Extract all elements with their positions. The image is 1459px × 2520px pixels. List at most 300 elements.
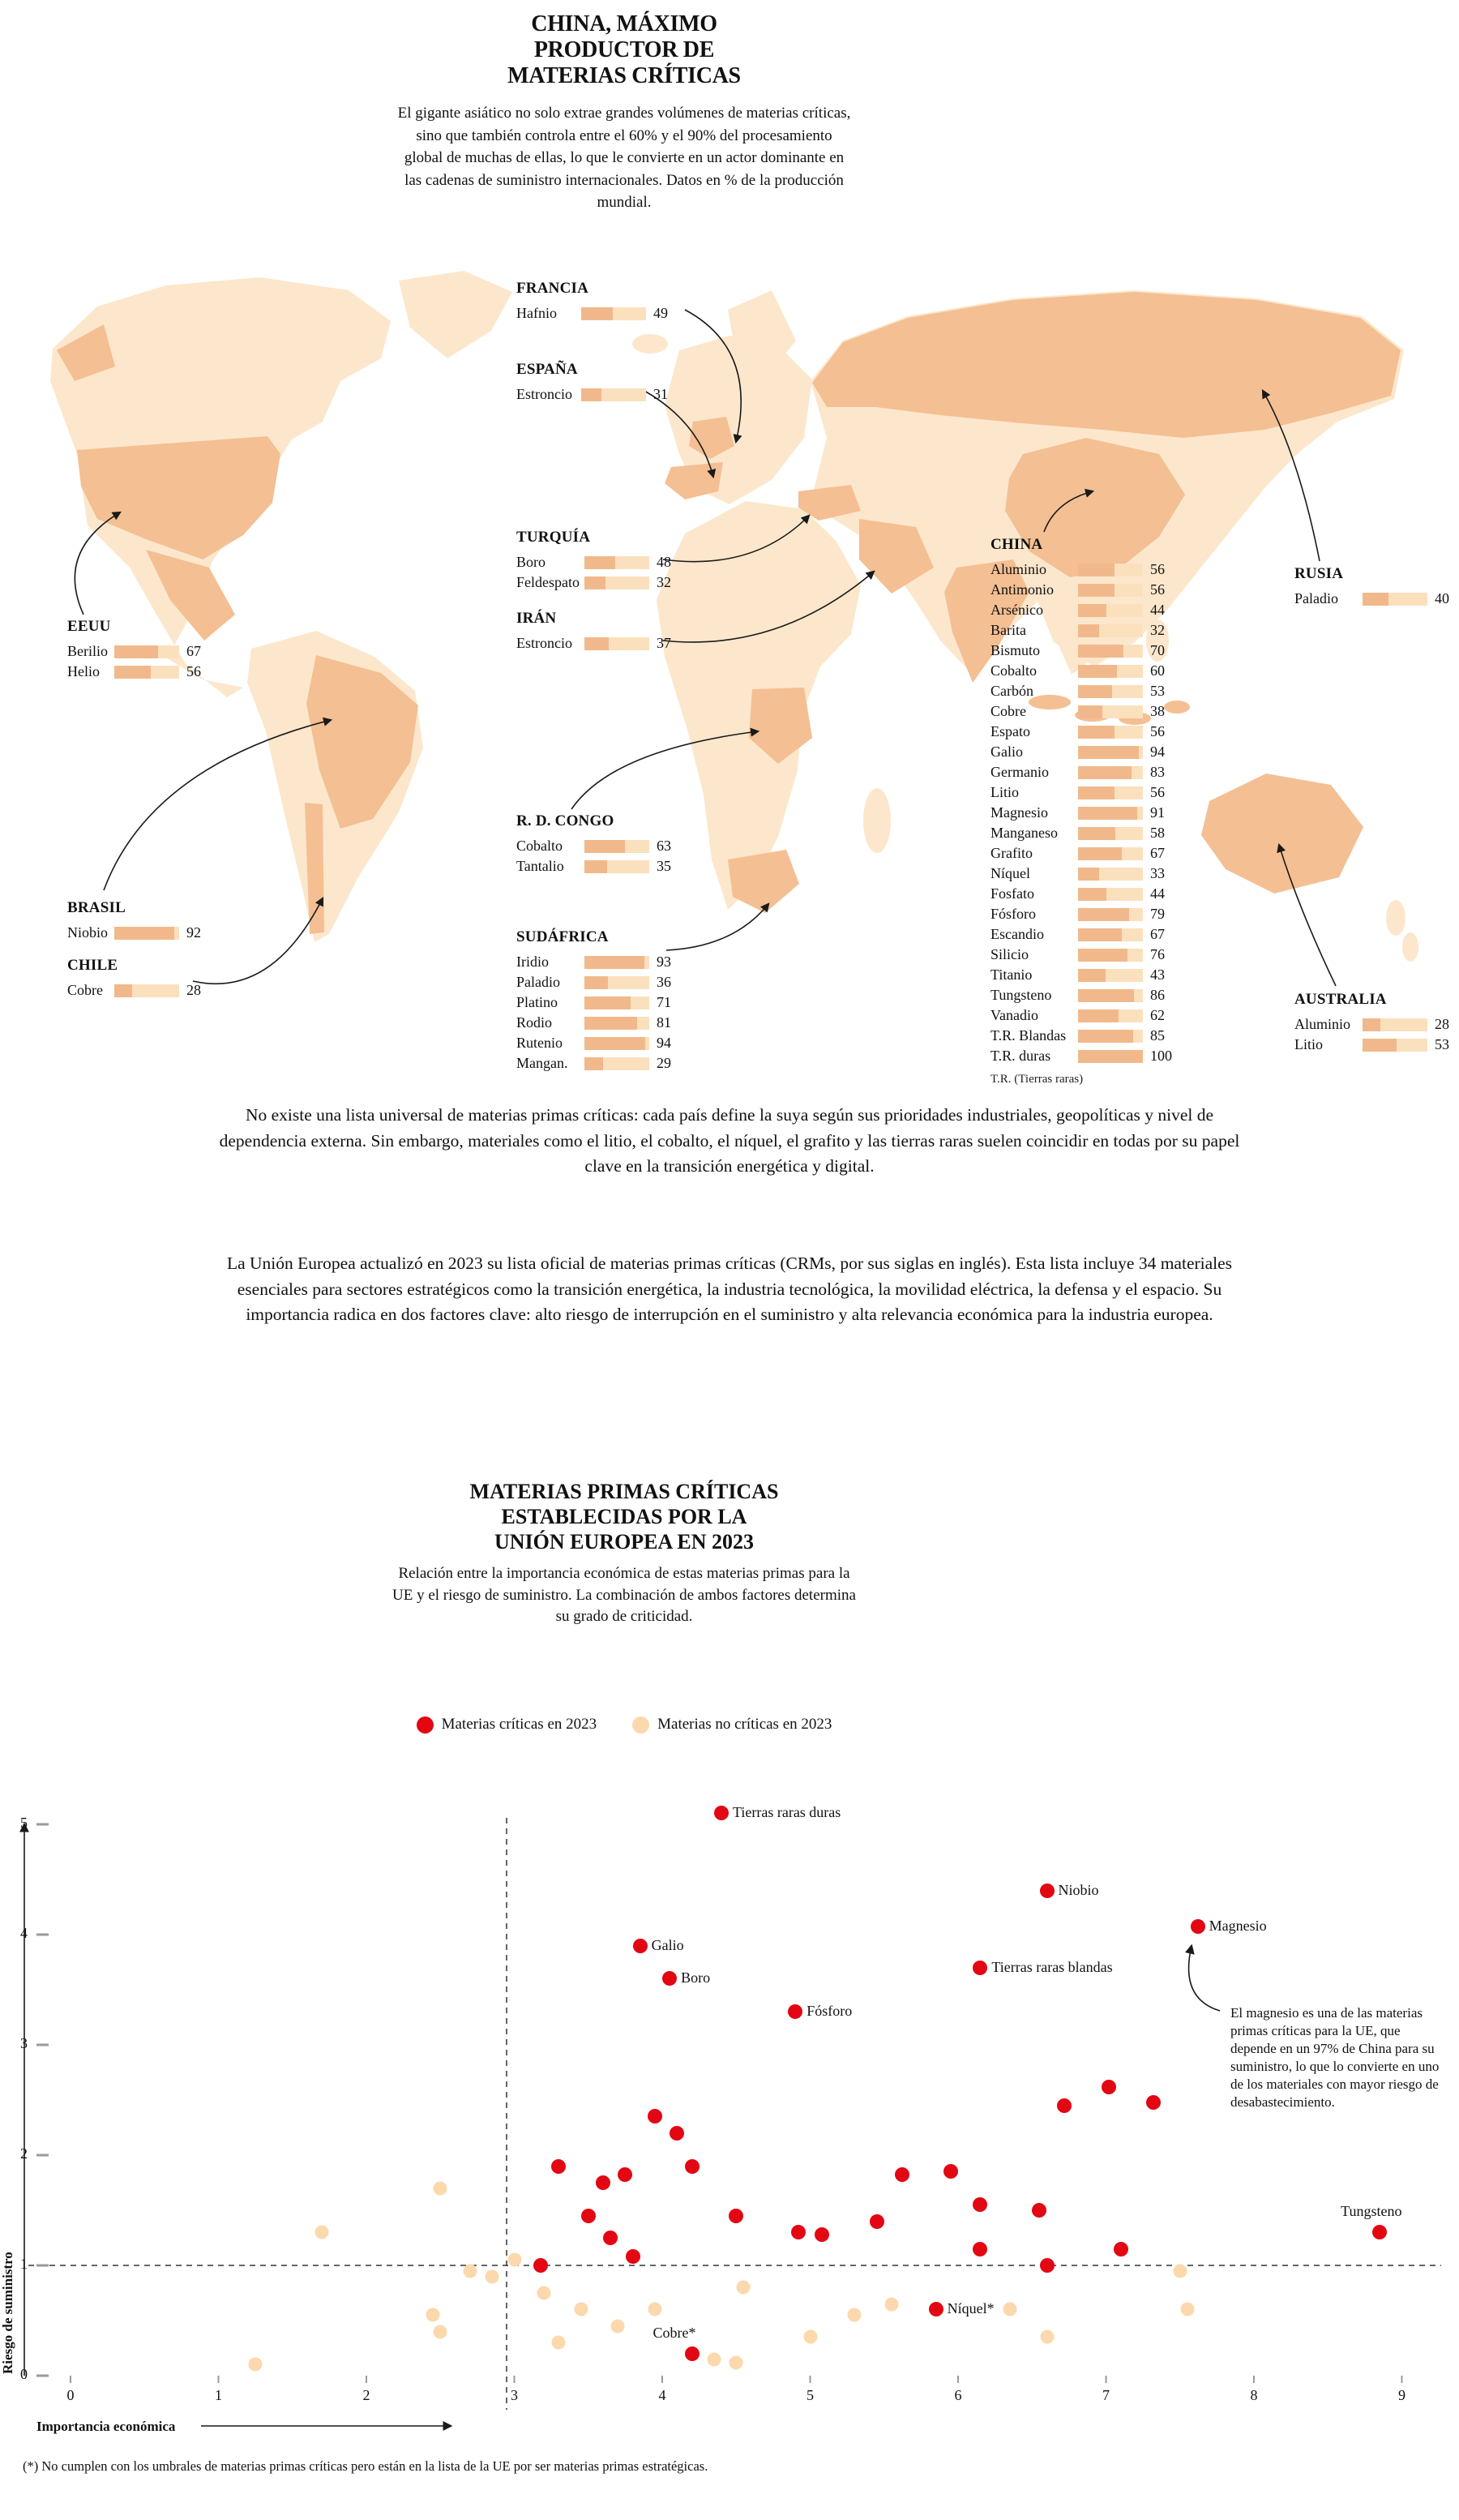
material-label: Hafnio (516, 305, 557, 321)
material-bar-fill (584, 840, 625, 853)
legend-item-0 (417, 1716, 597, 1734)
material-label: Cobre (67, 982, 103, 998)
material-value: 67 (186, 643, 201, 659)
material-row (990, 843, 1172, 864)
material-bar-fill (1078, 928, 1122, 941)
x-tick-label: 4 (658, 2387, 666, 2403)
material-value: 81 (657, 1014, 671, 1031)
material-row (990, 1005, 1172, 1026)
material-bar (1078, 969, 1143, 982)
material-bar-fill (114, 927, 174, 940)
material-bar (584, 840, 649, 853)
material-bar (1078, 868, 1143, 881)
chart-title (0, 1479, 1248, 1555)
material-row (516, 384, 668, 405)
material-value: 71 (657, 994, 671, 1010)
critical-material-dot (729, 2209, 743, 2223)
point-label: Fósforo (807, 2003, 853, 2020)
material-label: Titanio (990, 966, 1033, 983)
x-tick-label: 9 (1398, 2387, 1406, 2403)
critical-material-dot-cobre- (685, 2346, 700, 2361)
material-bar (584, 556, 649, 569)
material-bar-fill (1078, 969, 1106, 982)
material-value: 33 (1150, 865, 1165, 881)
material-bar-fill (584, 996, 631, 1009)
x-tick-label: 2 (362, 2387, 370, 2403)
material-value: 76 (1150, 946, 1165, 962)
material-bar (1078, 1009, 1143, 1022)
material-row (67, 641, 201, 662)
material-label: Fósforo (990, 906, 1037, 922)
material-label: Rodio (516, 1014, 553, 1031)
critical-material-dot-magnesio (1191, 1919, 1205, 1934)
x-tick-label: 1 (215, 2387, 222, 2403)
scatter-plot (0, 1743, 1459, 2520)
country-callout-francia (516, 281, 668, 324)
x-tick-label: 8 (1250, 2387, 1258, 2403)
critical-material-dot-tungsteno (1372, 2225, 1387, 2239)
material-bar (584, 976, 649, 989)
non-critical-material-dot (707, 2352, 721, 2366)
material-bar-fill (1078, 624, 1099, 637)
material-label: T.R. duras (990, 1048, 1051, 1064)
material-bar (581, 388, 646, 401)
material-bar (1078, 685, 1143, 698)
non-critical-material-dot (1180, 2303, 1194, 2316)
material-row (990, 681, 1172, 701)
country-callout-turqu-a (516, 529, 671, 593)
country-callout-r-d-congo (516, 813, 671, 876)
material-bar (1078, 584, 1143, 597)
material-row (990, 884, 1172, 904)
chart-title-line: MATERIAS PRIMAS CRÍTICAS (469, 1480, 779, 1503)
country-name: AUSTRALIA (1294, 991, 1387, 1008)
material-label: Silicio (990, 946, 1029, 962)
material-row (990, 965, 1172, 985)
non-critical-material-dot (507, 2253, 521, 2267)
material-row (516, 992, 671, 1013)
critical-material-dot (1040, 2258, 1055, 2273)
country-name: BRASIL (67, 899, 126, 916)
x-tick-label: 3 (511, 2387, 518, 2403)
material-value: 56 (1150, 784, 1165, 800)
material-row (516, 572, 671, 593)
material-label: Cobalto (990, 662, 1037, 679)
non-critical-material-dot (848, 2308, 862, 2322)
critical-material-dot-boro (662, 1971, 677, 1986)
country-callout-ir-n (516, 611, 671, 654)
material-value: 85 (1150, 1027, 1165, 1044)
material-bar-fill (1078, 807, 1137, 820)
material-bar-fill (1078, 746, 1139, 759)
critical-material-dot (685, 2159, 700, 2174)
material-label: Cobre (990, 703, 1026, 719)
material-bar (1363, 1039, 1427, 1052)
material-label: Platino (516, 994, 558, 1010)
critical-material-dot (581, 2209, 596, 2223)
country-callout-chile (67, 958, 201, 1001)
x-tick-label: 0 (66, 2387, 75, 2403)
non-critical-material-dot (315, 2226, 329, 2239)
material-value: 56 (1150, 723, 1165, 739)
critical-material-dot (1032, 2203, 1046, 2218)
page-title-line: PRODUCTOR DE (533, 37, 715, 63)
material-label: Manganeso (990, 825, 1058, 841)
non-critical-material-dot (249, 2358, 263, 2372)
non-critical-material-dot (803, 2330, 817, 2344)
non-critical-material-dot (648, 2303, 661, 2316)
critical-material-dot (815, 2227, 829, 2242)
body-paragraph-2: La Unión Europea actualizó en 2023 su lista oficial de materias primas críticas (CRMs, por sus siglas en inglés). Esta lista incluye 34 materiales esenciales para sectores estratégicos como la transición energética, la industria tecnológica, la movilidad eléctrica, la defensa y el espacio. Su importancia radica en dos factores clave: alto riesgo de interrupción en el suministro y alta relevancia económica para la industria europea. (226, 1254, 1233, 1325)
material-label: Boro (516, 554, 546, 570)
material-bar-fill (1078, 685, 1112, 698)
country-name: FRANCIA (516, 280, 589, 297)
material-value: 48 (657, 554, 671, 570)
material-value: 49 (653, 305, 668, 321)
country-name: CHILE (67, 957, 118, 974)
critical-material-dot (895, 2167, 909, 2182)
material-label: Barita (990, 622, 1026, 638)
material-bar-fill (1078, 868, 1099, 881)
legend-item-1 (632, 1716, 832, 1734)
country-name: EEUU (67, 618, 111, 635)
material-bar (1363, 593, 1427, 606)
material-value: 37 (657, 635, 671, 651)
x-tick-label: 5 (807, 2387, 814, 2403)
material-row (1294, 1014, 1449, 1035)
x-tick-label: 6 (954, 2387, 962, 2403)
material-value: 32 (1150, 622, 1165, 638)
material-value: 92 (186, 924, 201, 941)
body-paragraph-1: No existe una lista universal de materias primas críticas: cada país define la suya según sus prioridades industriales, geopolíticas y nivel de dependencia externa. Sin embargo, materiales como el litio, el cobalto, el níquel, el grafito y las tierras raras suelen coincidir en todas por su papel clave en la transición energética y digital. (219, 1105, 1240, 1176)
legend-dot-icon (417, 1716, 434, 1734)
material-bar-fill (1078, 786, 1115, 799)
material-label: Estroncio (516, 635, 572, 651)
page-title (0, 11, 1248, 90)
critical-material-dot (791, 2225, 806, 2239)
material-bar (584, 1057, 649, 1070)
point-label: Boro (681, 1969, 711, 1986)
material-bar (114, 984, 179, 997)
non-critical-material-dot (1003, 2303, 1016, 2316)
x-tick-marks (71, 2376, 1402, 2383)
material-bar-fill (1078, 888, 1106, 901)
critical-material-dot (551, 2159, 566, 2174)
material-bar-fill (584, 576, 605, 589)
material-row (516, 836, 671, 856)
material-value: 38 (1150, 703, 1165, 719)
chart-title-line: UNIÓN EUROPEA EN 2023 (494, 1530, 754, 1554)
material-value: 35 (657, 858, 671, 874)
material-bar-fill (584, 1017, 637, 1030)
material-bar-fill (1078, 726, 1115, 739)
country-name: RUSIA (1294, 565, 1344, 582)
country-name: R. D. CONGO (516, 812, 614, 829)
material-bar-fill (1078, 645, 1123, 658)
material-bar-fill (1078, 1030, 1133, 1043)
footnote: (*) No cumplen con los umbrales de materias primas críticas pero están en la lista de la UE por ser materias primas estratégicas. (23, 2458, 708, 2474)
critical-material-dot-n-quel- (929, 2302, 943, 2316)
material-bar (114, 645, 179, 658)
material-bar (1078, 1050, 1143, 1063)
material-value: 56 (1150, 561, 1165, 577)
critical-material-dot-galio (633, 1939, 648, 1953)
material-row (990, 661, 1172, 681)
material-row (516, 552, 671, 572)
material-bar (1078, 645, 1143, 658)
material-bar (584, 637, 649, 650)
material-bar-fill (1078, 847, 1122, 860)
y-tick-label: 3 (20, 2035, 28, 2051)
y-tick-label: 5 (20, 1815, 28, 1831)
material-row (990, 620, 1172, 641)
material-bar-fill (1078, 908, 1129, 921)
material-value: 63 (657, 838, 671, 854)
material-bar (1078, 888, 1143, 901)
material-bar-fill (584, 1037, 645, 1050)
critical-material-dot-tierras-raras-duras (714, 1806, 729, 1820)
intro-text: El gigante asiático no solo extrae grandes volúmenes de materias críticas, sino que también controla entre el 60% y el 90% del procesamiento global de muchas de ellas, lo que le convierte en un actor dominante en las cadenas de suministro internacionales. Datos en % de la producción mundial. (397, 105, 851, 212)
material-row (990, 864, 1172, 884)
material-bar-fill (1078, 665, 1117, 678)
material-value: 79 (1150, 906, 1165, 922)
material-row (516, 952, 671, 972)
material-bar-fill (1363, 1039, 1397, 1052)
material-label: Espato (990, 723, 1030, 739)
material-label: Aluminio (1294, 1016, 1351, 1032)
country-callout-brasil (67, 900, 201, 943)
material-bar (584, 860, 649, 873)
material-value: 28 (186, 982, 201, 998)
page-title-line: MATERIAS CRÍTICAS (507, 63, 741, 89)
material-value: 40 (1435, 590, 1449, 606)
material-value: 29 (657, 1055, 671, 1071)
material-bar (1078, 746, 1143, 759)
material-bar (1078, 604, 1143, 617)
material-row (990, 945, 1172, 965)
chart-title-line: ESTABLECIDAS POR LA (501, 1505, 747, 1529)
material-label: Mangan. (516, 1055, 568, 1071)
chart-description: Relación entre la importancia económica de estas materias primas para la UE y el riesgo de suministro. La combinación de ambos factores determina su grado de criticidad. (392, 1565, 856, 1626)
material-bar (1078, 807, 1143, 820)
non-critical-material-dot (537, 2286, 551, 2300)
material-bar-fill (1078, 1050, 1143, 1063)
material-label: Antimonio (990, 581, 1055, 598)
material-value: 31 (653, 386, 668, 402)
country-callout-eeuu (67, 619, 201, 682)
material-bar (114, 927, 179, 940)
material-value: 67 (1150, 845, 1165, 861)
material-bar-fill (581, 307, 613, 320)
material-bar-fill (1078, 827, 1115, 840)
material-bar (584, 576, 649, 589)
material-bar (1078, 564, 1143, 576)
material-value: 94 (657, 1035, 671, 1051)
material-label: Tantalio (516, 858, 564, 874)
critical-material-dot (973, 2242, 987, 2256)
material-value: 91 (1150, 804, 1165, 821)
material-label: Cobalto (516, 838, 563, 854)
non-critical-material-dot (574, 2303, 588, 2316)
material-row (990, 924, 1172, 945)
material-row (1294, 589, 1449, 609)
material-label: Litio (1294, 1036, 1323, 1052)
material-bar (581, 307, 646, 320)
country-name: SUDÁFRICA (516, 928, 609, 945)
material-bar (1078, 989, 1143, 1002)
critical-material-dot (1057, 2098, 1072, 2113)
point-label: Tierras raras duras (733, 1804, 841, 1821)
material-value: 86 (1150, 987, 1165, 1003)
material-row (1294, 1035, 1449, 1055)
material-bar-fill (584, 976, 608, 989)
material-bar-fill (114, 645, 158, 658)
material-row (990, 803, 1172, 823)
chart-legend (0, 1716, 1248, 1734)
material-bar (1078, 624, 1143, 637)
material-bar (1078, 928, 1143, 941)
material-label: Magnesio (990, 804, 1048, 821)
critical-material-dot (1102, 2080, 1116, 2094)
annotation-arrow (1189, 1946, 1220, 2011)
material-label: Germanio (990, 764, 1049, 780)
material-bar (584, 1037, 649, 1050)
material-bar (1078, 949, 1143, 962)
material-bar-fill (1363, 1018, 1380, 1031)
material-label: Estroncio (516, 386, 572, 402)
material-bar-fill (1078, 949, 1127, 962)
material-bar (1363, 1018, 1427, 1031)
country-name: ESPAÑA (516, 361, 578, 378)
material-bar-fill (584, 860, 607, 873)
material-label: Níquel (990, 865, 1030, 881)
material-label: Grafito (990, 845, 1033, 861)
material-bar-fill (1078, 564, 1115, 576)
critical-material-dot (670, 2126, 684, 2141)
non-critical-material-dot (730, 2355, 743, 2369)
non-critical-material-dot (463, 2264, 477, 2278)
y-axis-label: Riesgo de suministro (0, 2252, 15, 2374)
material-bar-fill (1078, 989, 1134, 1002)
critical-material-dot (618, 2167, 632, 2182)
material-row (990, 580, 1172, 600)
material-row (67, 980, 201, 1001)
magnesio-annotation: El magnesio es una de las materias primas críticas para la UE, que depende en un 97% de China para su suministro, lo que lo convierte en uno de los materiales con mayor riesgo de desabastecimiento. (1230, 2005, 1440, 2111)
point-label: Níquel* (947, 2300, 995, 2317)
material-bar (114, 666, 179, 679)
material-row (516, 1053, 671, 1074)
non-critical-material-dot (552, 2336, 566, 2350)
point-label: Niobio (1058, 1881, 1099, 1898)
material-value: 83 (1150, 764, 1165, 780)
legend-label: Materias no críticas en 2023 (657, 1716, 832, 1733)
non-critical-material-dot (737, 2281, 751, 2295)
material-label: Paladio (1294, 590, 1338, 606)
material-bar (1078, 908, 1143, 921)
country-callout-sud-frica (516, 929, 671, 1074)
material-row (516, 1013, 671, 1033)
page-title-line: CHINA, MÁXIMO (531, 11, 717, 36)
material-bar (1078, 705, 1143, 718)
critical-material-dot-niobio (1040, 1884, 1055, 1898)
material-bar (1078, 786, 1143, 799)
material-bar-fill (1363, 593, 1388, 606)
non-critical-material-dot (434, 2325, 447, 2338)
material-row (990, 600, 1172, 620)
material-bar (1078, 726, 1143, 739)
x-axis-label: Importancia económica (36, 2419, 176, 2434)
material-row (990, 559, 1172, 580)
critical-material-dot (603, 2231, 618, 2245)
material-value: 58 (1150, 825, 1165, 841)
material-row (516, 856, 671, 876)
point-label: Tierras raras blandas (991, 1958, 1113, 1975)
material-bar-fill (1078, 584, 1115, 597)
material-value: 28 (1435, 1016, 1449, 1032)
non-critical-material-dot (426, 2308, 440, 2322)
material-label: Berilio (67, 643, 108, 659)
material-row (990, 742, 1172, 762)
country-callout-australia (1294, 992, 1449, 1055)
material-bar-fill (114, 984, 132, 997)
material-label: Fosfato (990, 885, 1034, 902)
material-bar-fill (1078, 705, 1102, 718)
point-label: Magnesio (1209, 1918, 1267, 1935)
non-critical-material-dot (1173, 2264, 1187, 2278)
material-row (990, 904, 1172, 924)
country-callout-rusia (1294, 566, 1449, 609)
material-label: Vanadio (990, 1007, 1038, 1023)
material-value: 32 (657, 574, 671, 590)
country-callout-china (990, 537, 1172, 1086)
critical-material-dot (533, 2258, 548, 2273)
material-bar (584, 1017, 649, 1030)
country-name: CHINA (990, 536, 1043, 553)
material-label: Galio (990, 744, 1023, 760)
material-value: 44 (1150, 885, 1165, 902)
material-label: Aluminio (990, 561, 1047, 577)
material-value: 56 (186, 663, 201, 679)
material-label: Iridio (516, 954, 549, 970)
material-bar-fill (584, 1057, 603, 1070)
material-value: 53 (1435, 1036, 1449, 1052)
tierras-raras-note: T.R. (Tierras raras) (990, 1073, 1084, 1086)
material-bar (1078, 665, 1143, 678)
material-bar-fill (584, 556, 615, 569)
material-label: Paladio (516, 974, 560, 990)
critical-material-dot (596, 2175, 610, 2190)
material-label: Bismuto (990, 642, 1041, 658)
critical-material-dot (648, 2109, 662, 2124)
material-value: 60 (1150, 662, 1165, 679)
critical-material-dot (1146, 2095, 1161, 2110)
material-row (990, 722, 1172, 742)
material-bar (584, 956, 649, 969)
non-critical-material-dot (434, 2181, 447, 2195)
critical-material-dot-f-sforo (788, 2004, 802, 2019)
material-row (990, 782, 1172, 803)
material-row (67, 923, 201, 943)
material-row (990, 762, 1172, 782)
material-label: Escandio (990, 926, 1044, 942)
critical-material-dot (626, 2249, 640, 2264)
country-name: TURQUÍA (516, 529, 591, 546)
material-value: 67 (1150, 926, 1165, 942)
material-value: 70 (1150, 642, 1165, 658)
material-label: Feldespato (516, 574, 580, 590)
country-callout-espa-a (516, 362, 668, 405)
point-label: Cobre* (652, 2324, 696, 2341)
